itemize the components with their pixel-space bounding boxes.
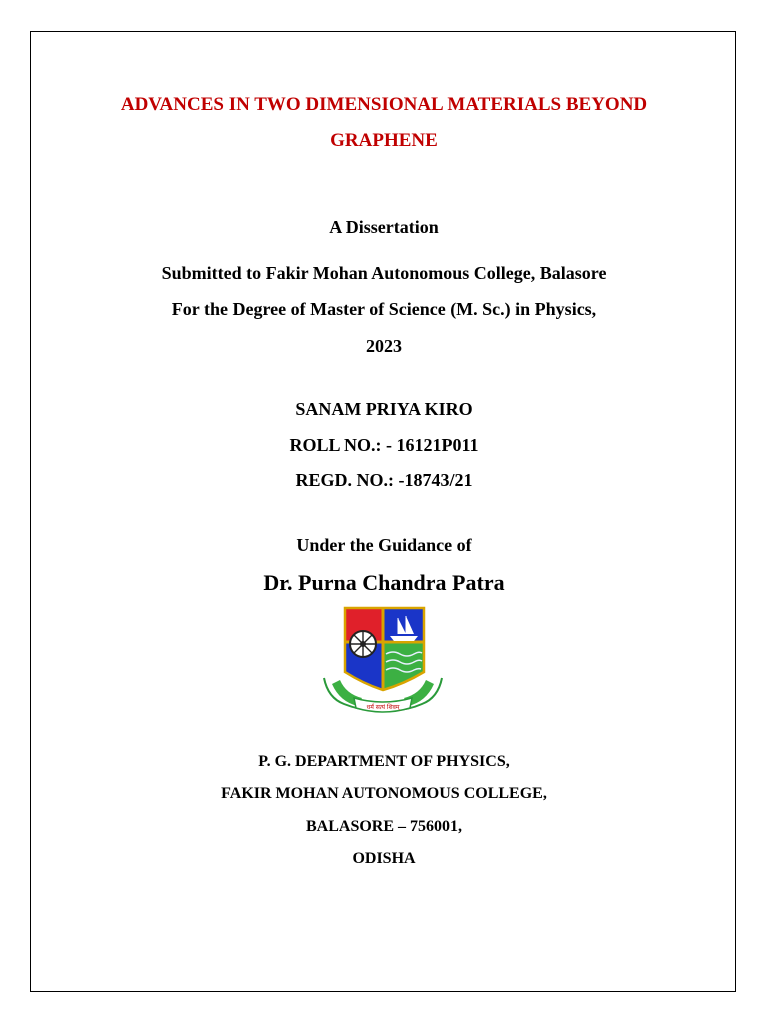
shield bbox=[345, 608, 424, 690]
guidance-label: Under the Guidance of bbox=[296, 535, 472, 555]
registration-number: REGD. NO.: -18743/21 bbox=[295, 470, 473, 490]
guide-name: Dr. Purna Chandra Patra bbox=[263, 570, 505, 595]
year: 2023 bbox=[366, 336, 402, 356]
college-emblem bbox=[318, 604, 448, 720]
student-name: SANAM PRIYA KIRO bbox=[295, 399, 473, 419]
department-line-1: P. G. DEPARTMENT OF PHYSICS, bbox=[258, 753, 510, 770]
department-line-2: FAKIR MOHAN AUTONOMOUS COLLEGE, bbox=[221, 785, 547, 802]
dissertation-label: A Dissertation bbox=[329, 217, 439, 237]
page-border bbox=[30, 31, 736, 992]
degree-line: For the Degree of Master of Science (M. Sc.) in Physics, bbox=[171, 299, 597, 319]
department-line-3: BALASORE – 756001, bbox=[305, 818, 463, 835]
title-line-2: GRAPHENE bbox=[330, 130, 438, 151]
department-line-4: ODISHA bbox=[352, 850, 416, 867]
roll-number: ROLL NO.: - 16121P011 bbox=[289, 435, 479, 455]
submitted-to: Submitted to Fakir Mohan Autonomous College, Balasore bbox=[161, 263, 607, 283]
title-line-1: ADVANCES IN TWO DIMENSIONAL MATERIALS BEYOND bbox=[120, 94, 648, 115]
motto-text: धर्मं सत्यं शिवम् bbox=[366, 704, 400, 711]
